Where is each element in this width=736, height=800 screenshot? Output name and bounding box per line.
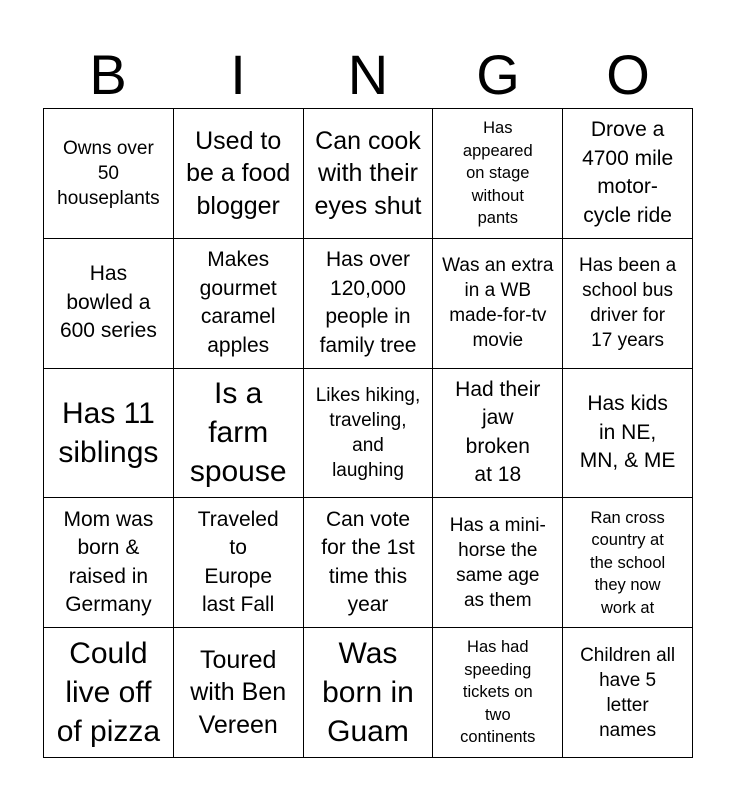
bingo-cell[interactable] [563, 628, 693, 758]
header-letter-i: I [230, 43, 246, 106]
cell-text: Is a farm spouse [189, 377, 287, 489]
bingo-cell[interactable] [44, 498, 174, 628]
header-letter-o: O [606, 43, 650, 106]
cell-text: Was an extra in a WB made-for-tv movie [442, 255, 554, 352]
cell-text: Has kids in NE, MN, & ME [579, 392, 676, 473]
header-letter-n: N [347, 43, 389, 106]
cell-text: Has over 120,000 people in family tree [319, 248, 417, 357]
cell-text: Has appeared on stage without pants [462, 119, 533, 228]
bingo-card-grid [43, 108, 693, 758]
cell-text: Can vote for the 1st time this year [321, 507, 415, 617]
cell-text: Has bowled a 600 series [59, 262, 157, 343]
cell-text: Toured with Ben Vereen [190, 645, 287, 739]
bingo-cell[interactable] [304, 239, 434, 369]
bingo-cell[interactable] [433, 109, 563, 239]
bingo-cell[interactable] [174, 628, 304, 758]
cell-text: Could live off of pizza [56, 637, 161, 749]
bingo-cell[interactable] [304, 498, 434, 628]
cell-text: Had their jaw broken at 18 [455, 377, 541, 487]
bingo-cell[interactable] [304, 109, 434, 239]
bingo-cell[interactable] [433, 498, 563, 628]
cell-text: Was born in Guam [322, 637, 414, 749]
cell-text: Can cook with their eyes shut [314, 126, 422, 220]
bingo-cell[interactable] [44, 628, 174, 758]
bingo-cell[interactable] [563, 369, 693, 499]
bingo-cell[interactable] [174, 498, 304, 628]
cell-text: Traveled to Europe last Fall [197, 507, 279, 617]
cell-text: Has had speeding tickets on two continents [460, 638, 536, 747]
header-letter-g: G [476, 43, 520, 106]
bingo-cell[interactable] [433, 628, 563, 758]
bingo-cell[interactable] [304, 369, 434, 499]
bingo-cell[interactable] [174, 369, 304, 499]
bingo-header [43, 42, 693, 108]
cell-text: Children all have 5 letter names [580, 644, 676, 741]
cell-text: Mom was born & raised in Germany [63, 507, 154, 617]
bingo-cell[interactable] [433, 239, 563, 369]
cell-text: Makes gourmet caramel apples [199, 248, 277, 357]
bingo-cell[interactable] [563, 109, 693, 239]
bingo-cell[interactable] [44, 369, 174, 499]
bingo-cell[interactable] [563, 239, 693, 369]
bingo-cell[interactable] [563, 498, 693, 628]
bingo-cell[interactable] [174, 239, 304, 369]
cell-text: Has a mini- horse the same age as them [449, 514, 546, 611]
bingo-cell[interactable] [304, 628, 434, 758]
cell-text: Likes hiking, traveling, and laughing [315, 384, 421, 481]
bingo-cell[interactable] [433, 369, 563, 499]
cell-text: Has been a school bus driver for 17 years [579, 255, 677, 352]
cell-text: Drove a 4700 mile motor- cycle ride [582, 118, 674, 227]
bingo-cell[interactable] [174, 109, 304, 239]
cell-text: Used to be a food blogger [186, 126, 291, 220]
bingo-cell[interactable] [44, 239, 174, 369]
bingo-cell[interactable] [44, 109, 174, 239]
cell-text: Owns over 50 houseplants [57, 137, 160, 209]
cell-text: Has 11 siblings [58, 396, 159, 469]
cell-text: Ran cross country at the school they now work at [589, 508, 666, 617]
header-letter-b: B [89, 43, 127, 106]
